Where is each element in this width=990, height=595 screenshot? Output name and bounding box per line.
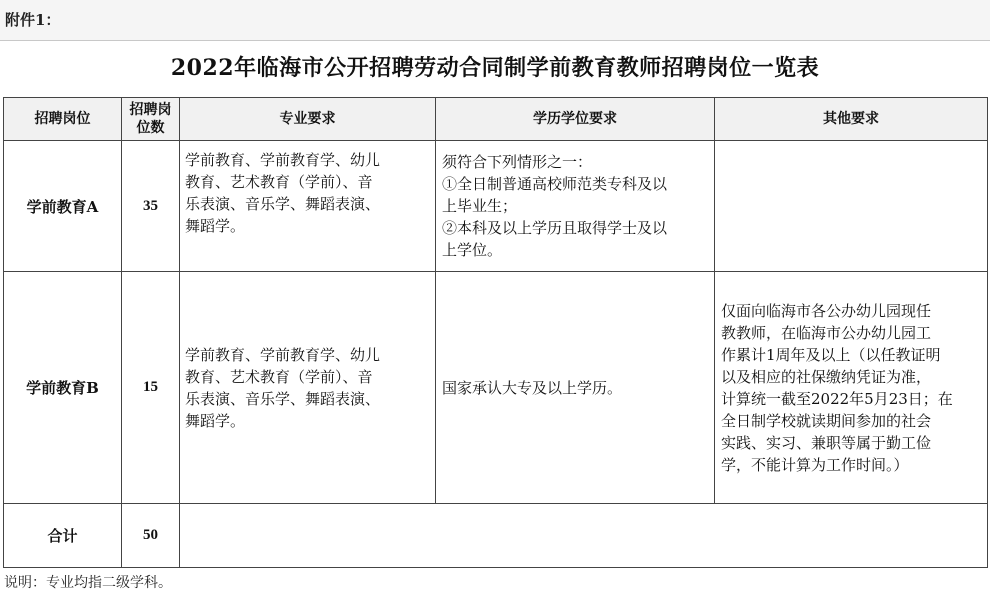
row-b-education (436, 272, 715, 504)
row-a-education-line: ②本科及以上学历且取得学士及以 (442, 219, 668, 237)
row-a-education (436, 141, 715, 272)
row-a-major-line: 教育、艺术教育（学前）、音 (185, 173, 373, 191)
footnote: 说明：专业均指二级学科。 (4, 575, 172, 591)
row-a-other (715, 141, 988, 272)
row-b-education-line: 国家承认大专及以上学历。 (442, 378, 623, 397)
row-a-education-line: 上学位。 (442, 241, 503, 259)
row-b-major (180, 272, 436, 504)
row-b-major-line: 乐表演、音乐学、舞蹈表演、 (185, 389, 381, 408)
header-major: 专业要求 (180, 98, 436, 141)
row-b-other-line: 作累计1周年及以上（以任教证明 (721, 345, 941, 364)
header-education: 学历学位要求 (436, 98, 715, 141)
recruitment-table (3, 97, 988, 568)
table-header-row (4, 98, 988, 141)
row-b-other-line: 学，不能计算为工作时间。） (721, 455, 909, 474)
page-title: 2022年临海市公开招聘劳动合同制学前教育教师招聘岗位一览表 (170, 55, 820, 81)
total-count: 50 (122, 504, 180, 568)
header-count-line2: 位数 (136, 120, 165, 136)
row-a-major-line: 乐表演、音乐学、舞蹈表演、 (185, 195, 381, 213)
row-b-other-line: 全日制学校就读期间参加的社会 (721, 411, 932, 430)
row-b-other-line: 实践、实习、兼职等属于勤工俭 (721, 433, 932, 452)
row-a-position: 学前教育A (4, 141, 122, 272)
row-b-major-line: 学前教育、学前教育学、幼儿 (185, 345, 381, 364)
row-b-count: 15 (122, 272, 180, 504)
row-b-other-line: 教教师，在临海市公办幼儿园工 (721, 323, 932, 342)
table-row (4, 141, 988, 272)
row-b-position: 学前教育B (4, 272, 122, 504)
total-empty-cell (180, 504, 988, 568)
header-count (122, 98, 180, 141)
row-b-major-line: 舞蹈学。 (185, 411, 246, 430)
total-label: 合计 (4, 504, 122, 568)
row-a-major-line: 学前教育、学前教育学、幼儿 (185, 151, 381, 169)
row-b-other (715, 272, 988, 504)
row-a-education-line: 须符合下列情形之一： (442, 153, 593, 171)
attachment-header (0, 0, 990, 41)
total-row (4, 504, 988, 568)
row-a-count: 35 (122, 141, 180, 272)
row-b-other-line: 仅面向临海市各公办幼儿园现任 (721, 301, 932, 320)
row-b-major-line: 教育、艺术教育（学前）、音 (185, 367, 373, 386)
row-b-other-line: 计算统一截至2022年5月23日；在 (721, 389, 953, 408)
row-a-education-line: ①全日制普通高校师范类专科及以 (442, 175, 668, 193)
row-a-major (180, 141, 436, 272)
row-a-major-line: 舞蹈学。 (185, 217, 246, 235)
row-b-other-line: 以及相应的社保缴纳凭证为准， (721, 367, 932, 386)
table-row (4, 272, 988, 504)
header-other: 其他要求 (715, 98, 988, 141)
header-count-line1: 招聘岗 (129, 102, 172, 118)
row-a-education-line: 上毕业生； (442, 197, 518, 215)
header-position: 招聘岗位 (4, 98, 122, 141)
attachment-label: 附件1： (5, 11, 61, 29)
